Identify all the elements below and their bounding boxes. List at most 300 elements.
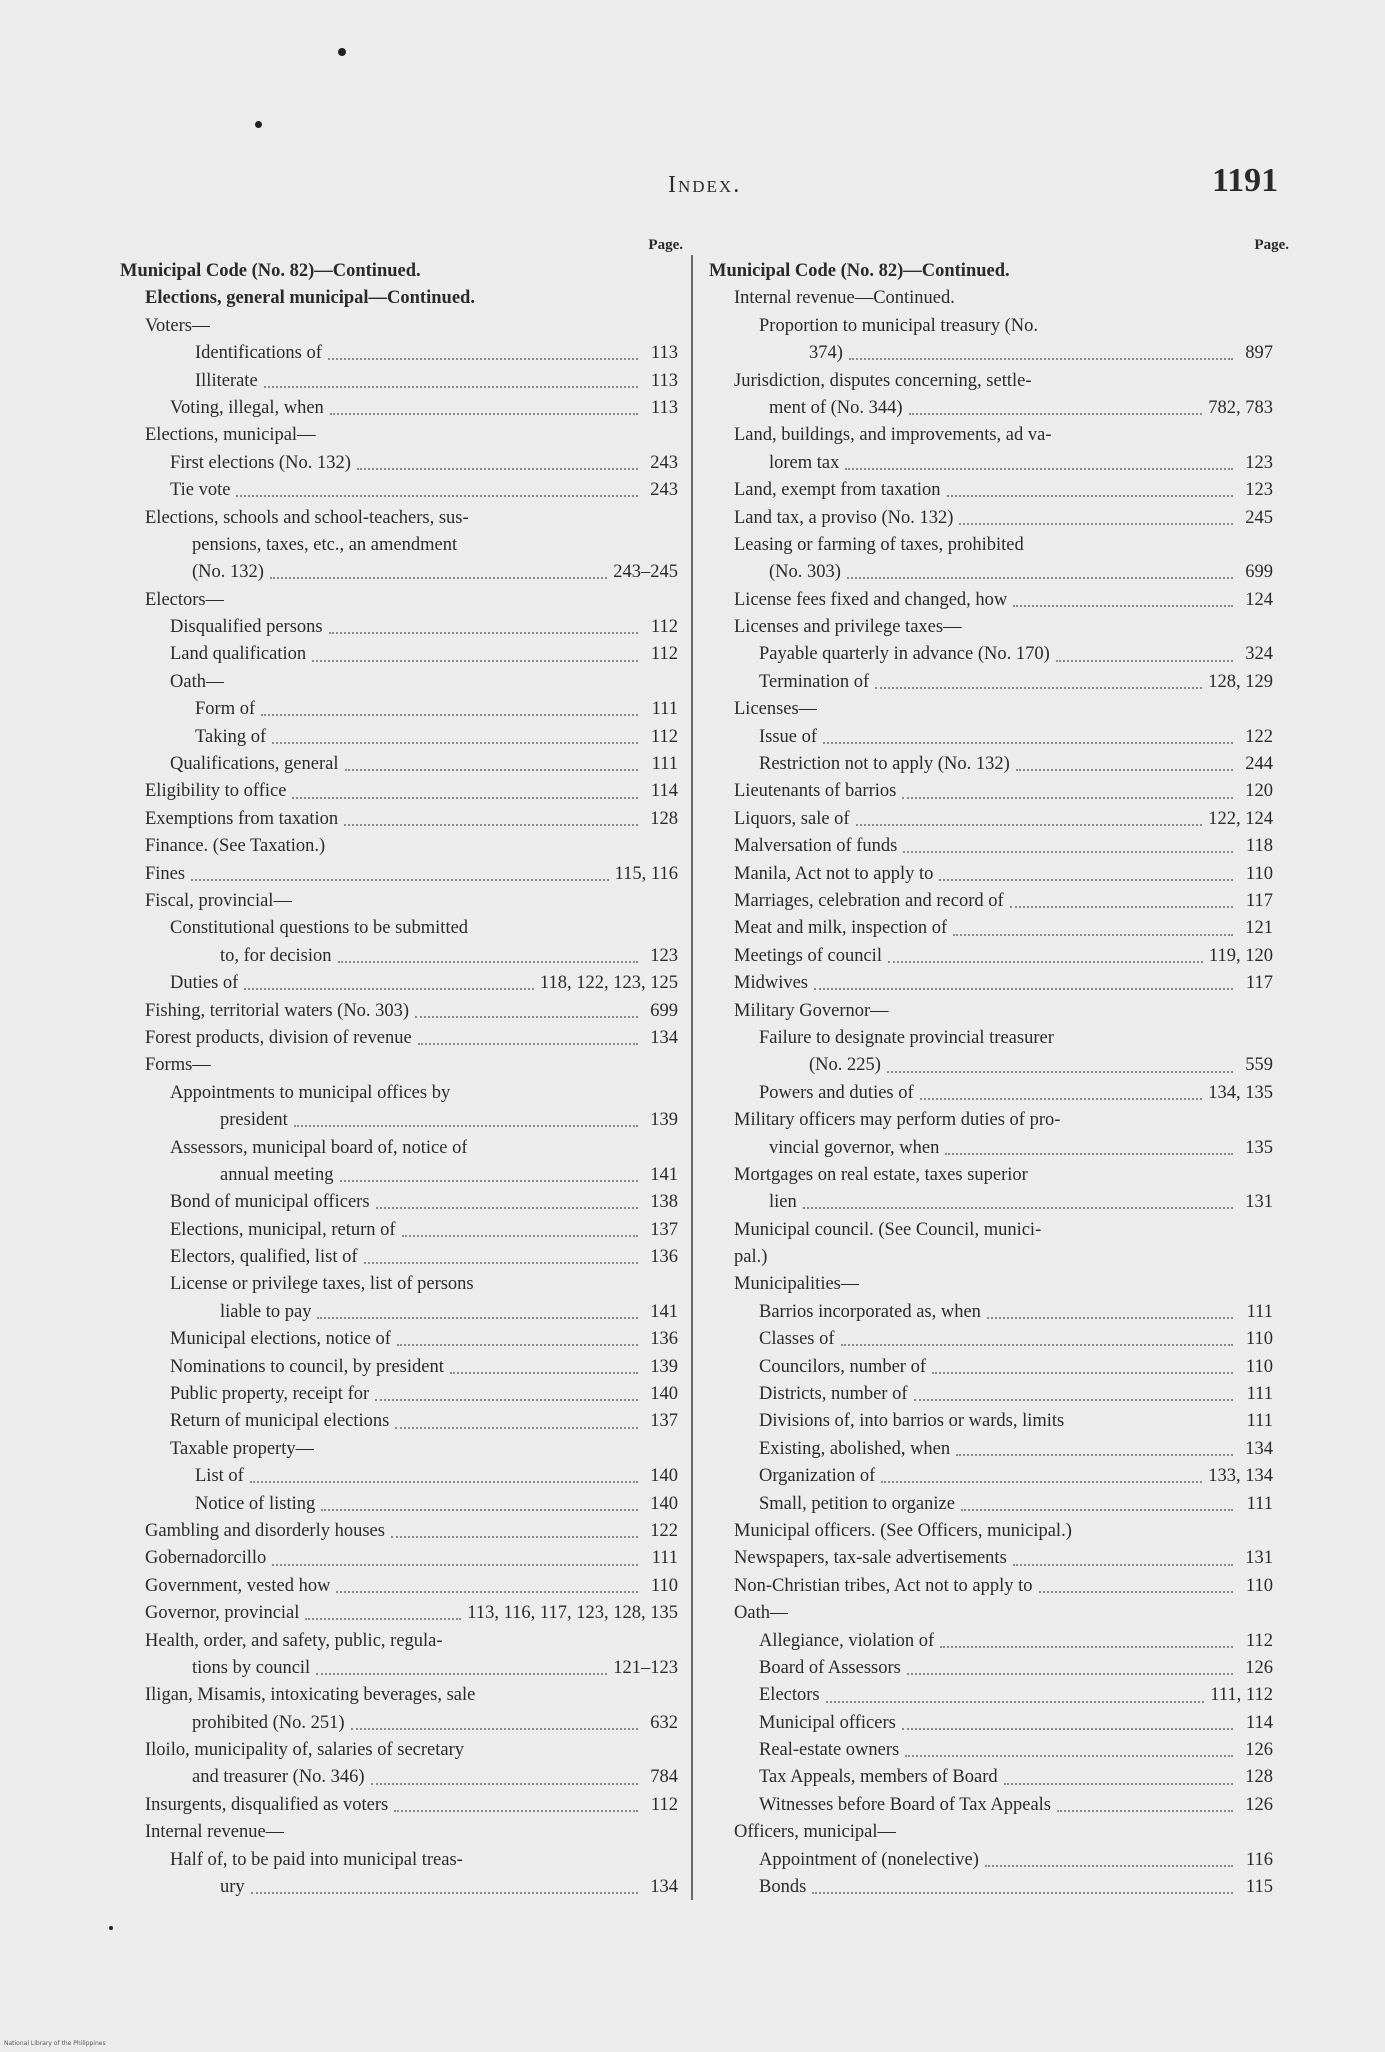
dot-leader	[292, 796, 638, 799]
index-entry-text: Districts, number of	[759, 1384, 908, 1405]
index-entry-page: 122, 124	[1208, 808, 1273, 829]
index-entry-page: 245	[1245, 507, 1273, 528]
dot-leader	[391, 1535, 638, 1538]
index-entry	[120, 340, 678, 367]
index-entry-text: First elections (No. 132)	[170, 452, 351, 473]
index-entry	[709, 1408, 1273, 1435]
index-entry-page: 123	[1245, 480, 1273, 501]
index-entry-text: Duties of	[170, 973, 239, 994]
index-entry-text: Board of Assessors	[759, 1657, 901, 1678]
index-entry	[709, 422, 1273, 449]
index-entry	[709, 998, 1273, 1025]
index-entry-text: Failure to designate provincial treasurer	[759, 1027, 1054, 1048]
index-entry-text: Military Governor—	[734, 1000, 889, 1021]
index-entry-page: 136	[650, 1329, 678, 1350]
index-entry-page: 126	[1245, 1794, 1273, 1815]
dot-leader	[251, 1891, 638, 1894]
index-entry-text: Disqualified persons	[170, 617, 323, 638]
index-entry	[120, 1354, 678, 1381]
index-entry-text: Barrios incorporated as, when	[759, 1301, 981, 1322]
index-entry	[120, 1107, 678, 1134]
index-entry	[709, 532, 1273, 559]
index-entry-text: Divisions of, into barrios or wards, limits	[759, 1411, 1065, 1432]
index-entry	[709, 970, 1273, 997]
index-entry	[709, 1764, 1273, 1791]
index-entry-page: 113, 116, 117, 123, 128, 135	[467, 1603, 678, 1624]
index-entry-text: Existing, abolished, when	[759, 1438, 951, 1459]
index-entry-page: 699	[1245, 562, 1273, 583]
index-entry-page: 324	[1245, 644, 1273, 665]
dot-leader	[272, 741, 638, 744]
index-entry	[709, 1518, 1273, 1545]
index-entry	[120, 943, 678, 970]
index-entry-text: Manila, Act not to apply to	[734, 863, 934, 884]
index-entry-text: Allegiance, violation of	[759, 1630, 935, 1651]
index-entry	[120, 1080, 678, 1107]
index-entry	[120, 1518, 678, 1545]
index-entry-page: 124	[1245, 589, 1273, 610]
index-entry	[709, 1326, 1273, 1353]
index-entry	[120, 970, 678, 997]
index-entry-text: (No. 225)	[809, 1055, 881, 1076]
dot-leader	[903, 850, 1233, 853]
index-entry-text: Municipal Code (No. 82)—Continued.	[709, 261, 1010, 281]
index-entry-text: Elections, municipal, return of	[170, 1219, 396, 1240]
dot-leader	[985, 1864, 1233, 1867]
index-entry	[709, 751, 1273, 778]
index-entry-text: Municipal Code (No. 82)—Continued.	[120, 261, 421, 281]
index-entry-page: 559	[1245, 1055, 1273, 1076]
index-entry-text: Real-estate owners	[759, 1740, 900, 1761]
index-entry	[709, 778, 1273, 805]
index-entry-page: 784	[650, 1767, 678, 1788]
index-entry	[120, 696, 678, 723]
index-entry	[120, 669, 678, 696]
index-entry	[120, 313, 678, 340]
index-entry-page: 126	[1245, 1740, 1273, 1761]
index-entry-page: 110	[650, 1575, 678, 1596]
index-entry-text: Fiscal, provincial—	[145, 890, 292, 911]
dot-leader	[814, 987, 1233, 990]
index-entry	[120, 1874, 678, 1901]
page-column-label: Page.	[648, 237, 683, 253]
dot-leader	[344, 823, 638, 826]
dot-leader	[887, 1070, 1233, 1073]
index-entry	[120, 614, 678, 641]
dot-leader	[845, 467, 1233, 470]
dot-leader	[351, 1727, 638, 1730]
index-entry-page: 122	[650, 1520, 678, 1541]
index-entry-page: 112	[650, 726, 678, 747]
index-entry-text: Health, order, and safety, public, regula-	[145, 1630, 443, 1651]
index-entry-page: 114	[1245, 1712, 1273, 1733]
dot-leader	[1013, 1563, 1233, 1566]
index-entry-text: Forest products, division of revenue	[145, 1027, 412, 1048]
index-entry-text: Tax Appeals, members of Board	[759, 1767, 998, 1788]
dot-leader	[905, 1754, 1233, 1757]
dot-leader	[945, 1152, 1233, 1155]
dot-leader	[397, 1343, 638, 1346]
index-entry-text: pensions, taxes, etc., an amendment	[192, 534, 458, 555]
index-entry-page: 110	[1245, 1575, 1273, 1596]
dot-leader	[823, 741, 1233, 744]
index-entry	[709, 1792, 1273, 1819]
dot-leader	[902, 1727, 1233, 1730]
index-entry-text: Land tax, a proviso (No. 132)	[734, 507, 954, 528]
index-entry	[120, 505, 678, 532]
index-entry	[120, 559, 678, 586]
index-entry	[709, 505, 1273, 532]
index-entry-page: 121	[1245, 918, 1273, 939]
index-entry-text: Assessors, municipal board of, notice of	[170, 1137, 468, 1158]
index-entry	[709, 915, 1273, 942]
index-entry-text: vincial governor, when	[769, 1137, 940, 1158]
index-entry-page: 140	[650, 1384, 678, 1405]
index-entry	[709, 450, 1273, 477]
index-entry	[120, 1573, 678, 1600]
index-entry	[709, 340, 1273, 367]
index-entry-page: 897	[1245, 343, 1273, 364]
index-entry	[709, 833, 1273, 860]
index-entry-page: 137	[650, 1219, 678, 1240]
dot-leader	[357, 467, 638, 470]
index-entry	[709, 1025, 1273, 1052]
index-entry-page: 111	[1246, 1411, 1273, 1432]
index-entry	[120, 587, 678, 614]
index-entry-page: 113	[650, 370, 678, 391]
index-entry-text: (No. 303)	[769, 562, 841, 583]
dot-leader	[907, 1672, 1233, 1675]
index-entry-text: Meetings of council	[734, 945, 882, 966]
index-entry-page: 110	[1245, 1356, 1273, 1377]
index-entry	[120, 1847, 678, 1874]
index-entry-page: 139	[650, 1356, 678, 1377]
dot-leader	[1039, 1590, 1233, 1593]
index-entry-text: Electors, qualified, list of	[170, 1247, 358, 1268]
dot-leader	[1004, 1782, 1233, 1785]
index-entry	[709, 1436, 1273, 1463]
index-entry-text: Nominations to council, by president	[170, 1356, 444, 1377]
index-entry-text: Issue of	[759, 726, 818, 747]
index-entry	[120, 1217, 678, 1244]
index-entry-text: Fines	[145, 863, 186, 884]
page-column-label: Page.	[1254, 237, 1289, 253]
dot-leader	[902, 796, 1233, 799]
index-entry-page: 121–123	[613, 1657, 678, 1678]
index-entry-text: Municipal council. (See Council, munici-	[734, 1219, 1042, 1240]
index-entry	[120, 888, 678, 915]
index-entry	[709, 477, 1273, 504]
index-entry	[120, 368, 678, 395]
index-entry-text: ury	[220, 1877, 245, 1898]
index-entry-text: Licenses and privilege taxes—	[734, 617, 962, 638]
index-entry-page: 134	[1245, 1438, 1273, 1459]
dot-leader	[261, 713, 638, 716]
index-entry-page: 632	[650, 1712, 678, 1733]
index-entry-text: lorem tax	[769, 452, 840, 473]
index-entry	[709, 1655, 1273, 1682]
index-entry-page: 243–245	[613, 562, 678, 583]
dot-leader	[961, 1508, 1233, 1511]
index-entry-page: 136	[650, 1247, 678, 1268]
dot-leader	[272, 1563, 638, 1566]
dot-leader	[1070, 1427, 1233, 1428]
index-entry-page: 118	[1245, 836, 1273, 857]
index-entry-text: Notice of listing	[195, 1493, 316, 1514]
index-entry	[709, 258, 1273, 285]
index-entry-page: 115	[1245, 1877, 1273, 1898]
index-entry-text: Iloilo, municipality of, salaries of secretary	[145, 1740, 465, 1761]
dot-leader	[394, 1809, 638, 1812]
index-entry	[120, 833, 678, 860]
index-entry	[709, 1189, 1273, 1216]
index-entry	[120, 1600, 678, 1627]
dot-leader	[956, 1453, 1233, 1456]
index-entry-text: Taking of	[195, 726, 267, 747]
left-index-column	[120, 234, 683, 1901]
index-entry	[709, 861, 1273, 888]
index-entry	[120, 751, 678, 778]
ink-speck	[338, 48, 346, 56]
index-entry-page: 699	[650, 1000, 678, 1021]
index-entry-page: 116	[1245, 1849, 1273, 1870]
index-entry-text: president	[220, 1110, 288, 1131]
dot-leader	[294, 1124, 638, 1127]
dot-leader	[371, 1782, 638, 1785]
dot-leader	[336, 1590, 638, 1593]
index-entry-text: Bond of municipal officers	[170, 1192, 370, 1213]
dot-leader	[264, 385, 638, 388]
index-entry-text: annual meeting	[220, 1164, 334, 1185]
index-entry-text: Marriages, celebration and record of	[734, 890, 1004, 911]
dot-leader	[1057, 1809, 1233, 1812]
page-number: 1191	[1212, 162, 1279, 199]
index-entry-text: Councilors, number of	[759, 1356, 926, 1377]
dot-leader	[402, 1234, 638, 1237]
dot-leader	[812, 1891, 1233, 1894]
index-entry-page: 138	[650, 1192, 678, 1213]
index-entry	[709, 669, 1273, 696]
index-entry-text: Governor, provincial	[145, 1603, 300, 1624]
index-entry-text: Electors—	[145, 589, 225, 610]
index-entry	[120, 778, 678, 805]
index-entry-text: 374)	[809, 343, 843, 364]
index-entry	[709, 724, 1273, 751]
index-entry-page: 139	[650, 1110, 678, 1131]
index-entry	[120, 1463, 678, 1490]
index-entry	[709, 696, 1273, 723]
index-entry-page: 133, 134	[1208, 1466, 1273, 1487]
index-entry	[120, 1819, 678, 1846]
index-entry-text: Voters—	[145, 315, 211, 336]
dot-leader	[847, 576, 1233, 579]
index-entry-page: 135	[1245, 1137, 1273, 1158]
index-entry	[709, 1162, 1273, 1189]
index-entry-text: Internal revenue—Continued.	[734, 288, 955, 309]
index-entry-page: 111	[651, 1548, 678, 1569]
footer-attribution: National Library of the Philippines	[4, 2040, 106, 2047]
index-entry	[709, 1600, 1273, 1627]
dot-leader	[826, 1700, 1205, 1703]
index-entry-page: 244	[1245, 754, 1273, 775]
dot-leader	[395, 1426, 638, 1429]
index-entry	[709, 1107, 1273, 1134]
dot-leader	[856, 823, 1203, 826]
index-entry-text: Licenses—	[734, 699, 818, 720]
index-entry-page: 110	[1245, 863, 1273, 884]
index-entry-text: Constitutional questions to be submitted	[170, 918, 469, 939]
dot-leader	[888, 960, 1203, 963]
index-entry-page: 114	[650, 781, 678, 802]
index-entry-page: 126	[1245, 1657, 1273, 1678]
index-entry	[709, 1217, 1273, 1244]
index-entry	[709, 395, 1273, 422]
dot-leader	[330, 412, 638, 415]
index-entry	[709, 1354, 1273, 1381]
index-entry-text: License fees fixed and changed, how	[734, 589, 1008, 610]
index-entry	[709, 1381, 1273, 1408]
column-divider	[691, 255, 693, 1900]
index-entry	[120, 1655, 678, 1682]
index-entry-page: 134, 135	[1208, 1082, 1273, 1103]
index-entry	[120, 1326, 678, 1353]
index-entry-text: prohibited (No. 251)	[192, 1712, 345, 1733]
index-entry	[709, 1847, 1273, 1874]
dot-leader	[191, 878, 609, 881]
dot-leader	[947, 494, 1233, 497]
index-entry	[120, 450, 678, 477]
index-entry	[709, 313, 1273, 340]
index-entry	[120, 1244, 678, 1271]
index-entry-text: Witnesses before Board of Tax Appeals	[759, 1794, 1051, 1815]
index-entry	[709, 1491, 1273, 1518]
index-entry-text: Gobernadorcillo	[145, 1548, 267, 1569]
index-entry-text: pal.)	[734, 1247, 768, 1268]
index-entry	[120, 395, 678, 422]
index-entry-text: Classes of	[759, 1329, 835, 1350]
index-entry	[120, 1737, 678, 1764]
index-entry	[120, 998, 678, 1025]
index-entry-text: Non-Christian tribes, Act not to apply to	[734, 1575, 1033, 1596]
index-entry-page: 111	[1246, 1384, 1273, 1405]
dot-leader	[338, 960, 639, 963]
dot-leader	[376, 1206, 638, 1209]
dot-leader	[329, 631, 638, 634]
dot-leader	[340, 1179, 638, 1182]
index-entry-text: Land, exempt from taxation	[734, 480, 941, 501]
index-entry	[709, 368, 1273, 395]
index-entry-text: Municipal officers. (See Officers, municipal.)	[734, 1520, 1072, 1541]
index-entry-text: Forms—	[145, 1055, 211, 1076]
index-entry-page: 112	[650, 617, 678, 638]
index-entry-text: Midwives	[734, 973, 808, 994]
index-entry	[709, 1545, 1273, 1572]
ink-speck	[255, 121, 262, 128]
dot-leader	[940, 1645, 1233, 1648]
dot-leader	[1056, 659, 1233, 662]
index-entry	[120, 477, 678, 504]
index-entry-text: Mortgages on real estate, taxes superior	[734, 1164, 1028, 1185]
index-entry	[120, 915, 678, 942]
index-entry	[120, 1189, 678, 1216]
index-entry-page: 115, 116	[614, 863, 678, 884]
index-entry-page: 111	[651, 754, 678, 775]
right-index-column	[709, 234, 1289, 1901]
dot-leader	[849, 357, 1233, 360]
index-entry	[120, 1271, 678, 1298]
index-entry	[709, 806, 1273, 833]
dot-leader	[270, 576, 607, 579]
index-entry-text: Taxable property—	[170, 1438, 315, 1459]
dot-leader	[959, 522, 1233, 525]
index-entry	[120, 1162, 678, 1189]
index-entry	[709, 1710, 1273, 1737]
index-entry	[120, 1792, 678, 1819]
index-entry-text: Tie vote	[170, 480, 231, 501]
index-entry-page: 123	[650, 945, 678, 966]
index-entry-text: Eligibility to office	[145, 781, 287, 802]
dot-leader	[418, 1042, 638, 1045]
index-entry	[120, 1381, 678, 1408]
index-entry	[709, 1682, 1273, 1709]
index-entry-text: Proportion to municipal treasury (No.	[759, 315, 1038, 336]
index-entry	[709, 1271, 1273, 1298]
index-entry	[120, 1628, 678, 1655]
dot-leader	[450, 1371, 638, 1374]
index-entry	[120, 1408, 678, 1435]
index-entry-page: 110	[1245, 1329, 1273, 1350]
index-entry	[120, 1682, 678, 1709]
index-entry-page: 112	[650, 1794, 678, 1815]
index-entry-text: Meat and milk, inspection of	[734, 918, 948, 939]
index-entry-text: Oath—	[170, 671, 225, 692]
dot-leader	[316, 1672, 607, 1675]
index-entry-text: Restriction not to apply (No. 132)	[759, 754, 1010, 775]
dot-leader	[875, 686, 1202, 689]
index-entry	[120, 532, 678, 559]
dot-leader	[1010, 905, 1233, 908]
index-entry-text: Gambling and disorderly houses	[145, 1520, 385, 1541]
dot-leader	[881, 1480, 1202, 1483]
index-entry	[709, 1628, 1273, 1655]
index-entry-text: Fishing, territorial waters (No. 303)	[145, 1000, 410, 1021]
index-entry-text: Appointment of (nonelective)	[759, 1849, 979, 1870]
dot-leader	[914, 1398, 1234, 1401]
index-entry-text: Municipalities—	[734, 1274, 860, 1295]
index-entry-page: 113	[650, 343, 678, 364]
index-entry-page: 131	[1245, 1548, 1273, 1569]
index-entry-page: 243	[650, 452, 678, 473]
index-entry-text: Termination of	[759, 671, 870, 692]
index-entry	[120, 1436, 678, 1463]
index-entry-text: Insurgents, disqualified as voters	[145, 1794, 389, 1815]
index-entry-text: (No. 132)	[192, 562, 264, 583]
running-header-title: Index.	[668, 172, 742, 198]
index-entry-text: lien	[769, 1192, 797, 1213]
index-entry	[709, 641, 1273, 668]
index-entry-text: Oath—	[734, 1603, 789, 1624]
index-entry-text: Electors	[759, 1685, 820, 1706]
index-entry	[709, 1135, 1273, 1162]
index-entry-page: 112	[650, 644, 678, 665]
index-entry-text: Powers and duties of	[759, 1082, 914, 1103]
index-entry-text: Public property, receipt for	[170, 1384, 370, 1405]
index-entry-page: 118, 122, 123, 125	[539, 973, 678, 994]
index-entry-page: 134	[650, 1027, 678, 1048]
index-entry-page: 141	[650, 1164, 678, 1185]
index-entry-text: Iligan, Misamis, intoxicating beverages, sale	[145, 1685, 476, 1706]
index-entry-text: Leasing or farming of taxes, prohibited	[734, 534, 1024, 555]
